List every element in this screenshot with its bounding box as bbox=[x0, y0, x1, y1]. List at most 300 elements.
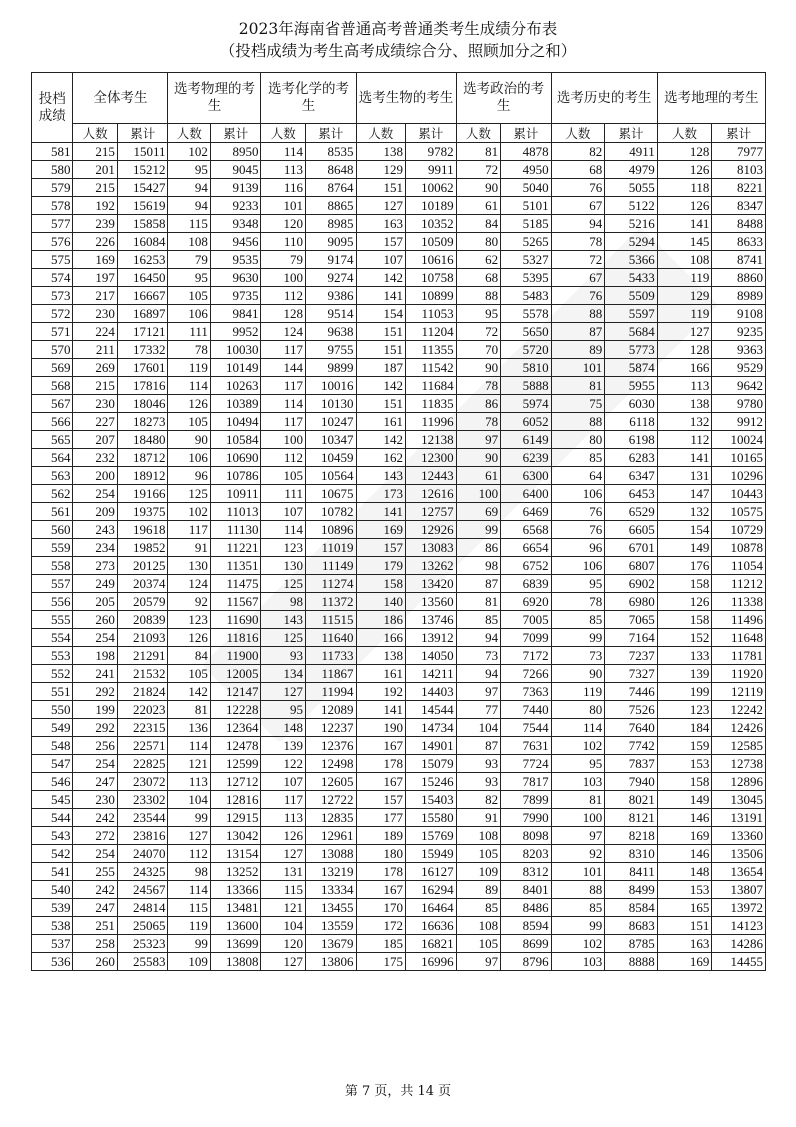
table-row bbox=[32, 773, 766, 791]
cumulative-cell: 7164 bbox=[605, 629, 658, 647]
score-cell: 570 bbox=[32, 341, 73, 359]
cumulative-cell: 6283 bbox=[605, 449, 658, 467]
cumulative-cell: 7172 bbox=[501, 647, 552, 665]
count-cell: 152 bbox=[657, 629, 712, 647]
cumulative-cell: 9782 bbox=[406, 143, 457, 161]
count-cell: 106 bbox=[168, 449, 210, 467]
cumulative-cell: 8218 bbox=[605, 827, 658, 845]
header-physics: 选考物理的考生 bbox=[168, 73, 261, 124]
count-cell: 177 bbox=[356, 809, 406, 827]
cumulative-cell: 11355 bbox=[406, 341, 457, 359]
count-cell: 169 bbox=[657, 827, 712, 845]
count-cell: 80 bbox=[551, 431, 605, 449]
cumulative-cell: 7440 bbox=[501, 701, 552, 719]
count-cell: 140 bbox=[356, 593, 406, 611]
cumulative-cell: 13042 bbox=[210, 827, 261, 845]
count-cell: 141 bbox=[657, 449, 712, 467]
count-cell: 247 bbox=[73, 899, 117, 917]
count-cell: 127 bbox=[356, 197, 406, 215]
score-cell: 572 bbox=[32, 305, 73, 323]
count-cell: 84 bbox=[456, 215, 500, 233]
table-row bbox=[32, 845, 766, 863]
cumulative-cell: 11221 bbox=[210, 539, 261, 557]
cumulative-cell: 18712 bbox=[117, 449, 168, 467]
count-cell: 128 bbox=[657, 341, 712, 359]
count-cell: 80 bbox=[551, 701, 605, 719]
count-cell: 85 bbox=[551, 449, 605, 467]
count-cell: 127 bbox=[657, 323, 712, 341]
count-cell: 211 bbox=[73, 341, 117, 359]
count-cell: 158 bbox=[657, 575, 712, 593]
cumulative-cell: 5874 bbox=[605, 359, 658, 377]
count-cell: 67 bbox=[551, 269, 605, 287]
cumulative-cell: 6030 bbox=[605, 395, 658, 413]
count-cell: 142 bbox=[168, 683, 210, 701]
score-cell: 571 bbox=[32, 323, 73, 341]
count-cell: 169 bbox=[73, 251, 117, 269]
count-cell: 178 bbox=[356, 863, 406, 881]
cumulative-cell: 10675 bbox=[305, 485, 356, 503]
cumulative-cell: 13560 bbox=[406, 593, 457, 611]
cumulative-cell: 6529 bbox=[605, 503, 658, 521]
table-row bbox=[32, 143, 766, 161]
table-row bbox=[32, 305, 766, 323]
cumulative-cell: 10899 bbox=[406, 287, 457, 305]
table-row bbox=[32, 485, 766, 503]
cumulative-cell: 18912 bbox=[117, 467, 168, 485]
cumulative-cell: 6902 bbox=[605, 575, 658, 593]
header-count: 人数 bbox=[73, 124, 117, 143]
count-cell: 97 bbox=[456, 683, 500, 701]
count-cell: 127 bbox=[168, 827, 210, 845]
count-cell: 172 bbox=[356, 917, 406, 935]
score-cell: 545 bbox=[32, 791, 73, 809]
cumulative-cell: 5720 bbox=[501, 341, 552, 359]
page-subtitle: （投档成绩为考生高考成绩综合分、照顾加分之和） bbox=[219, 42, 577, 60]
count-cell: 85 bbox=[551, 899, 605, 917]
table-row bbox=[32, 251, 766, 269]
count-cell: 128 bbox=[657, 143, 712, 161]
cumulative-cell: 10575 bbox=[712, 503, 766, 521]
count-cell: 105 bbox=[261, 467, 305, 485]
cumulative-cell: 21824 bbox=[117, 683, 168, 701]
cumulative-cell: 12138 bbox=[406, 431, 457, 449]
count-cell: 72 bbox=[551, 251, 605, 269]
count-cell: 166 bbox=[657, 359, 712, 377]
count-cell: 113 bbox=[261, 161, 305, 179]
count-cell: 254 bbox=[73, 485, 117, 503]
cumulative-cell: 9233 bbox=[210, 197, 261, 215]
count-cell: 217 bbox=[73, 287, 117, 305]
count-cell: 227 bbox=[73, 413, 117, 431]
count-cell: 101 bbox=[551, 863, 605, 881]
count-cell: 162 bbox=[356, 449, 406, 467]
count-cell: 256 bbox=[73, 737, 117, 755]
cumulative-cell: 12443 bbox=[406, 467, 457, 485]
cumulative-cell: 12816 bbox=[210, 791, 261, 809]
score-cell: 538 bbox=[32, 917, 73, 935]
cumulative-cell: 5684 bbox=[605, 323, 658, 341]
count-cell: 151 bbox=[657, 917, 712, 935]
cumulative-cell: 7640 bbox=[605, 719, 658, 737]
count-cell: 78 bbox=[551, 593, 605, 611]
cumulative-cell: 14050 bbox=[406, 647, 457, 665]
count-cell: 105 bbox=[456, 845, 500, 863]
count-cell: 138 bbox=[657, 395, 712, 413]
count-cell: 106 bbox=[168, 305, 210, 323]
cumulative-cell: 6198 bbox=[605, 431, 658, 449]
header-count: 人数 bbox=[657, 124, 712, 143]
count-cell: 85 bbox=[456, 611, 500, 629]
count-cell: 87 bbox=[551, 323, 605, 341]
table-row bbox=[32, 701, 766, 719]
cumulative-cell: 8021 bbox=[605, 791, 658, 809]
count-cell: 175 bbox=[356, 953, 406, 971]
cumulative-cell: 24567 bbox=[117, 881, 168, 899]
count-cell: 167 bbox=[356, 737, 406, 755]
cumulative-cell: 10443 bbox=[712, 485, 766, 503]
count-cell: 81 bbox=[168, 701, 210, 719]
cumulative-cell: 5810 bbox=[501, 359, 552, 377]
cumulative-cell: 6701 bbox=[605, 539, 658, 557]
count-cell: 78 bbox=[456, 413, 500, 431]
count-cell: 178 bbox=[356, 755, 406, 773]
count-cell: 242 bbox=[73, 881, 117, 899]
cumulative-cell: 13420 bbox=[406, 575, 457, 593]
score-cell: 557 bbox=[32, 575, 73, 593]
cumulative-cell: 5483 bbox=[501, 287, 552, 305]
cumulative-cell: 8699 bbox=[501, 935, 552, 953]
count-cell: 75 bbox=[551, 395, 605, 413]
count-cell: 117 bbox=[261, 413, 305, 431]
cumulative-cell: 13088 bbox=[305, 845, 356, 863]
count-cell: 107 bbox=[261, 503, 305, 521]
cumulative-cell: 7327 bbox=[605, 665, 658, 683]
count-cell: 251 bbox=[73, 917, 117, 935]
count-cell: 95 bbox=[261, 701, 305, 719]
page-title: 2023年海南省普通高考普通类考生成绩分布表 bbox=[238, 20, 558, 38]
cumulative-cell: 9535 bbox=[210, 251, 261, 269]
cumulative-cell: 12119 bbox=[712, 683, 766, 701]
count-cell: 90 bbox=[456, 449, 500, 467]
count-cell: 112 bbox=[657, 431, 712, 449]
cumulative-cell: 15246 bbox=[406, 773, 457, 791]
cumulative-cell: 12300 bbox=[406, 449, 457, 467]
cumulative-cell: 5216 bbox=[605, 215, 658, 233]
count-cell: 209 bbox=[73, 503, 117, 521]
count-cell: 115 bbox=[168, 899, 210, 917]
count-cell: 85 bbox=[551, 611, 605, 629]
count-cell: 199 bbox=[657, 683, 712, 701]
count-cell: 98 bbox=[456, 557, 500, 575]
count-cell: 154 bbox=[657, 521, 712, 539]
count-cell: 76 bbox=[551, 287, 605, 305]
cumulative-cell: 8121 bbox=[605, 809, 658, 827]
cumulative-cell: 12915 bbox=[210, 809, 261, 827]
count-cell: 124 bbox=[261, 323, 305, 341]
header-cumulative: 累计 bbox=[406, 124, 457, 143]
cumulative-cell: 20579 bbox=[117, 593, 168, 611]
cumulative-cell: 16897 bbox=[117, 305, 168, 323]
score-cell: 560 bbox=[32, 521, 73, 539]
cumulative-cell: 10782 bbox=[305, 503, 356, 521]
count-cell: 132 bbox=[657, 413, 712, 431]
count-cell: 200 bbox=[73, 467, 117, 485]
count-cell: 99 bbox=[551, 629, 605, 647]
cumulative-cell: 10584 bbox=[210, 431, 261, 449]
cumulative-cell: 10758 bbox=[406, 269, 457, 287]
count-cell: 180 bbox=[356, 845, 406, 863]
cumulative-cell: 11475 bbox=[210, 575, 261, 593]
cumulative-cell: 19618 bbox=[117, 521, 168, 539]
cumulative-cell: 12712 bbox=[210, 773, 261, 791]
cumulative-cell: 15427 bbox=[117, 179, 168, 197]
score-cell: 551 bbox=[32, 683, 73, 701]
cumulative-cell: 8989 bbox=[712, 287, 766, 305]
count-cell: 215 bbox=[73, 179, 117, 197]
count-cell: 92 bbox=[168, 593, 210, 611]
count-cell: 255 bbox=[73, 863, 117, 881]
count-cell: 93 bbox=[456, 755, 500, 773]
count-cell: 76 bbox=[551, 521, 605, 539]
count-cell: 108 bbox=[456, 917, 500, 935]
cumulative-cell: 4878 bbox=[501, 143, 552, 161]
count-cell: 147 bbox=[657, 485, 712, 503]
count-cell: 249 bbox=[73, 575, 117, 593]
header-count: 人数 bbox=[261, 124, 305, 143]
count-cell: 124 bbox=[168, 575, 210, 593]
header-cumulative: 累计 bbox=[117, 124, 168, 143]
score-cell: 574 bbox=[32, 269, 73, 287]
cumulative-cell: 8411 bbox=[605, 863, 658, 881]
count-cell: 111 bbox=[168, 323, 210, 341]
count-cell: 68 bbox=[456, 269, 500, 287]
count-cell: 126 bbox=[657, 197, 712, 215]
cumulative-cell: 8347 bbox=[712, 197, 766, 215]
cumulative-cell: 9780 bbox=[712, 395, 766, 413]
count-cell: 102 bbox=[551, 935, 605, 953]
count-cell: 95 bbox=[168, 269, 210, 287]
cumulative-cell: 12498 bbox=[305, 755, 356, 773]
cumulative-cell: 5366 bbox=[605, 251, 658, 269]
count-cell: 108 bbox=[657, 251, 712, 269]
cumulative-cell: 10189 bbox=[406, 197, 457, 215]
count-cell: 115 bbox=[168, 215, 210, 233]
cumulative-cell: 10347 bbox=[305, 431, 356, 449]
count-cell: 79 bbox=[168, 251, 210, 269]
cumulative-cell: 7990 bbox=[501, 809, 552, 827]
count-cell: 72 bbox=[456, 323, 500, 341]
cumulative-cell: 10911 bbox=[210, 485, 261, 503]
score-cell: 564 bbox=[32, 449, 73, 467]
cumulative-cell: 11515 bbox=[305, 611, 356, 629]
count-cell: 99 bbox=[551, 917, 605, 935]
cumulative-cell: 13654 bbox=[712, 863, 766, 881]
count-cell: 90 bbox=[551, 665, 605, 683]
cumulative-cell: 8098 bbox=[501, 827, 552, 845]
cumulative-cell: 5395 bbox=[501, 269, 552, 287]
score-cell: 561 bbox=[32, 503, 73, 521]
count-cell: 138 bbox=[356, 647, 406, 665]
cumulative-cell: 10616 bbox=[406, 251, 457, 269]
table-row bbox=[32, 539, 766, 557]
cumulative-cell: 10509 bbox=[406, 233, 457, 251]
cumulative-cell: 25065 bbox=[117, 917, 168, 935]
count-cell: 86 bbox=[456, 395, 500, 413]
cumulative-cell: 25583 bbox=[117, 953, 168, 971]
cumulative-cell: 15949 bbox=[406, 845, 457, 863]
cumulative-cell: 13154 bbox=[210, 845, 261, 863]
cumulative-cell: 16253 bbox=[117, 251, 168, 269]
cumulative-cell: 12616 bbox=[406, 485, 457, 503]
cumulative-cell: 10165 bbox=[712, 449, 766, 467]
count-cell: 87 bbox=[456, 737, 500, 755]
count-cell: 118 bbox=[657, 179, 712, 197]
table-row bbox=[32, 467, 766, 485]
cumulative-cell: 6453 bbox=[605, 485, 658, 503]
count-cell: 167 bbox=[356, 881, 406, 899]
cumulative-cell: 12426 bbox=[712, 719, 766, 737]
cumulative-cell: 14286 bbox=[712, 935, 766, 953]
cumulative-cell: 13083 bbox=[406, 539, 457, 557]
cumulative-cell: 5578 bbox=[501, 305, 552, 323]
cumulative-cell: 11053 bbox=[406, 305, 457, 323]
cumulative-cell: 11900 bbox=[210, 647, 261, 665]
count-cell: 100 bbox=[456, 485, 500, 503]
cumulative-cell: 5433 bbox=[605, 269, 658, 287]
count-cell: 151 bbox=[356, 341, 406, 359]
count-cell: 163 bbox=[356, 215, 406, 233]
cumulative-cell: 18046 bbox=[117, 395, 168, 413]
cumulative-cell: 20374 bbox=[117, 575, 168, 593]
score-cell: 549 bbox=[32, 719, 73, 737]
count-cell: 90 bbox=[456, 179, 500, 197]
table-row bbox=[32, 665, 766, 683]
cumulative-cell: 8950 bbox=[210, 143, 261, 161]
header-cumulative: 累计 bbox=[501, 124, 552, 143]
table-row bbox=[32, 269, 766, 287]
table-row bbox=[32, 719, 766, 737]
cumulative-cell: 10247 bbox=[305, 413, 356, 431]
header-biology: 选考生物的考生 bbox=[356, 73, 456, 124]
count-cell: 97 bbox=[456, 431, 500, 449]
count-cell: 90 bbox=[168, 431, 210, 449]
header-geography: 选考地理的考生 bbox=[657, 73, 765, 124]
count-cell: 157 bbox=[356, 791, 406, 809]
count-cell: 173 bbox=[356, 485, 406, 503]
cumulative-cell: 6300 bbox=[501, 467, 552, 485]
count-cell: 159 bbox=[657, 737, 712, 755]
count-cell: 87 bbox=[456, 575, 500, 593]
score-cell: 581 bbox=[32, 143, 73, 161]
cumulative-cell: 13912 bbox=[406, 629, 457, 647]
score-cell: 553 bbox=[32, 647, 73, 665]
count-cell: 254 bbox=[73, 755, 117, 773]
count-cell: 113 bbox=[657, 377, 712, 395]
cumulative-cell: 6605 bbox=[605, 521, 658, 539]
score-cell: 556 bbox=[32, 593, 73, 611]
cumulative-cell: 13455 bbox=[305, 899, 356, 917]
count-cell: 86 bbox=[456, 539, 500, 557]
count-cell: 230 bbox=[73, 791, 117, 809]
count-cell: 96 bbox=[168, 467, 210, 485]
cumulative-cell: 24814 bbox=[117, 899, 168, 917]
cumulative-cell: 13746 bbox=[406, 611, 457, 629]
table-row bbox=[32, 215, 766, 233]
cumulative-cell: 11567 bbox=[210, 593, 261, 611]
count-cell: 88 bbox=[551, 413, 605, 431]
count-cell: 197 bbox=[73, 269, 117, 287]
cumulative-cell: 5040 bbox=[501, 179, 552, 197]
count-cell: 139 bbox=[261, 737, 305, 755]
cumulative-cell: 6980 bbox=[605, 593, 658, 611]
cumulative-cell: 7099 bbox=[501, 629, 552, 647]
table-row bbox=[32, 179, 766, 197]
cumulative-cell: 16667 bbox=[117, 287, 168, 305]
count-cell: 116 bbox=[261, 179, 305, 197]
count-cell: 114 bbox=[168, 881, 210, 899]
header-chemistry: 选考化学的考生 bbox=[261, 73, 356, 124]
table-row bbox=[32, 935, 766, 953]
cumulative-cell: 11019 bbox=[305, 539, 356, 557]
count-cell: 68 bbox=[551, 161, 605, 179]
count-cell: 114 bbox=[261, 143, 305, 161]
count-cell: 99 bbox=[168, 935, 210, 953]
cumulative-cell: 9274 bbox=[305, 269, 356, 287]
cumulative-cell: 5650 bbox=[501, 323, 552, 341]
score-cell: 567 bbox=[32, 395, 73, 413]
cumulative-cell: 9952 bbox=[210, 323, 261, 341]
count-cell: 126 bbox=[168, 395, 210, 413]
cumulative-cell: 13807 bbox=[712, 881, 766, 899]
cumulative-cell: 8865 bbox=[305, 197, 356, 215]
count-cell: 241 bbox=[73, 665, 117, 683]
count-cell: 111 bbox=[261, 485, 305, 503]
table-row bbox=[32, 503, 766, 521]
cumulative-cell: 13252 bbox=[210, 863, 261, 881]
count-cell: 119 bbox=[168, 359, 210, 377]
count-cell: 114 bbox=[168, 377, 210, 395]
cumulative-cell: 6469 bbox=[501, 503, 552, 521]
cumulative-cell: 11149 bbox=[305, 557, 356, 575]
cumulative-cell: 7631 bbox=[501, 737, 552, 755]
cumulative-cell: 10263 bbox=[210, 377, 261, 395]
cumulative-cell: 11212 bbox=[712, 575, 766, 593]
count-cell: 79 bbox=[261, 251, 305, 269]
cumulative-cell: 6400 bbox=[501, 485, 552, 503]
cumulative-cell: 12376 bbox=[305, 737, 356, 755]
cumulative-cell: 15580 bbox=[406, 809, 457, 827]
score-cell: 542 bbox=[32, 845, 73, 863]
cumulative-cell: 7724 bbox=[501, 755, 552, 773]
cumulative-cell: 25323 bbox=[117, 935, 168, 953]
cumulative-cell: 11816 bbox=[210, 629, 261, 647]
cumulative-cell: 7837 bbox=[605, 755, 658, 773]
cumulative-cell: 4950 bbox=[501, 161, 552, 179]
count-cell: 106 bbox=[551, 485, 605, 503]
count-cell: 84 bbox=[168, 647, 210, 665]
count-cell: 117 bbox=[261, 341, 305, 359]
cumulative-cell: 23544 bbox=[117, 809, 168, 827]
count-cell: 169 bbox=[356, 521, 406, 539]
count-cell: 260 bbox=[73, 953, 117, 971]
count-cell: 167 bbox=[356, 773, 406, 791]
cumulative-cell: 10690 bbox=[210, 449, 261, 467]
cumulative-cell: 12757 bbox=[406, 503, 457, 521]
count-cell: 67 bbox=[551, 197, 605, 215]
count-cell: 141 bbox=[356, 701, 406, 719]
count-cell: 146 bbox=[657, 809, 712, 827]
